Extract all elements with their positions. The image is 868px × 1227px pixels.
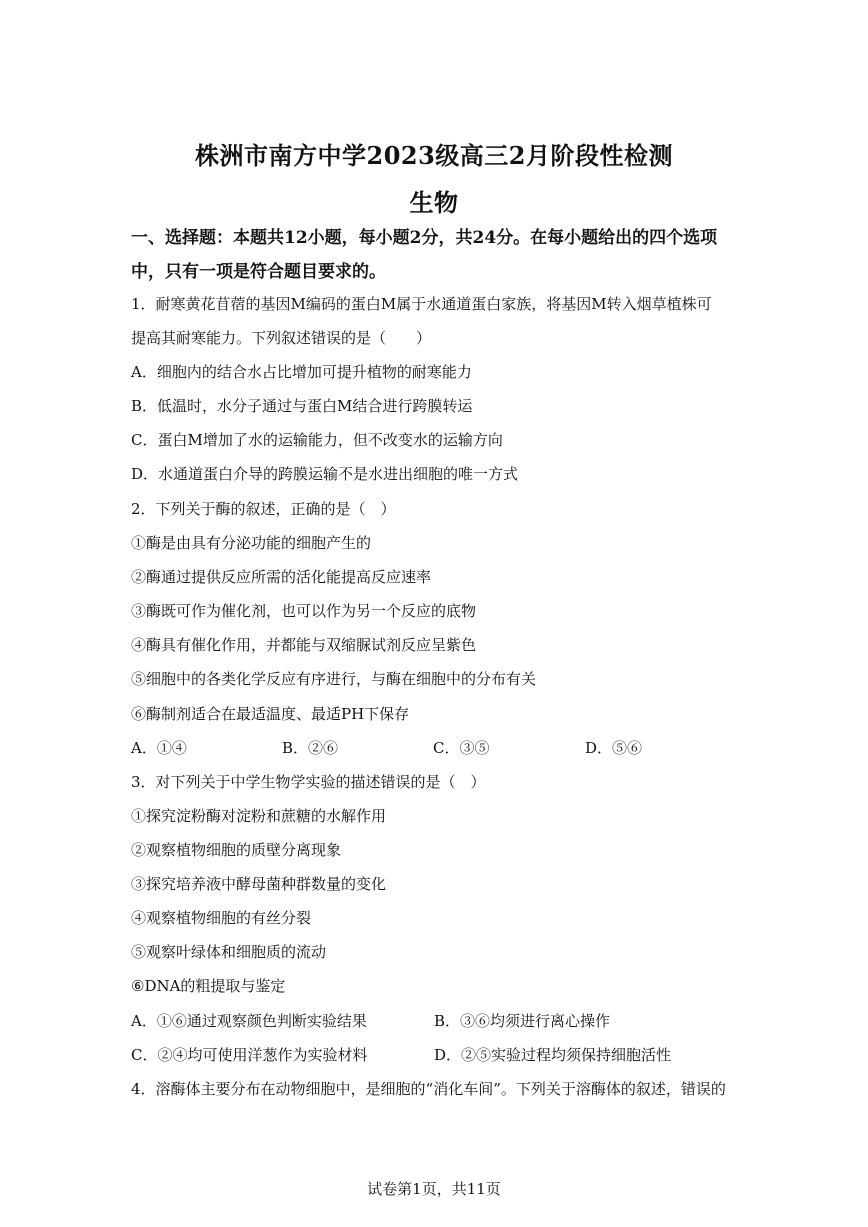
- q3-statement-5: ⑤观察叶绿体和细胞质的流动: [131, 943, 327, 961]
- q2-statement-6: ⑥酶制剂适合在最适温度、最适PH下保存: [131, 705, 410, 723]
- q3-option-a: A．①⑥通过观察颜色判断实验结果: [131, 1012, 367, 1030]
- q1-stem-line1: 1．耐寒黄花苜蓿的基因M编码的蛋白M属于水通道蛋白家族，将基因M转入烟草植株可: [131, 295, 712, 313]
- section-heading: 一、选择题：本题共12小题，每小题2分，共24分。在每小题给出的四个选项中，只有一项是符合题目要求的。: [131, 228, 718, 282]
- q3-option-b: B．③⑥均须进行离心操作: [434, 1012, 611, 1030]
- q3-option-c: C．②④均可使用洋葱作为实验材料: [131, 1046, 368, 1064]
- q3-statement-6: ⑥DNA的粗提取与鉴定: [131, 977, 286, 995]
- q2-statement-3: ③酶既可作为催化剂，也可以作为另一个反应的底物: [131, 602, 477, 620]
- q2-stem: 2．下列关于酶的叙述，正确的是（ ）: [131, 500, 396, 518]
- q2-option-d: D．⑤⑥: [585, 739, 643, 757]
- q2-statement-2: ②酶通过提供反应所需的活化能提高反应速率: [131, 568, 432, 586]
- q2-option-c: C．③⑤: [433, 739, 490, 757]
- q1-option-b: B．低温时，水分子通过与蛋白M结合进行跨膜转运: [131, 397, 473, 415]
- q3-statement-3: ③探究培养液中酵母菌种群数量的变化: [131, 875, 387, 893]
- q1-option-d: D．水通道蛋白介导的跨膜运输不是水进出细胞的唯一方式: [131, 465, 519, 483]
- q3-statement-2: ②观察植物细胞的质壁分离现象: [131, 841, 342, 859]
- q1-option-c: C．蛋白M增加了水的运输能力，但不改变水的运输方向: [131, 431, 503, 449]
- q1-stem-line2: 提高其耐寒能力。下列叙述错误的是（ ）: [131, 329, 432, 347]
- q2-option-a: A．①④: [131, 739, 187, 757]
- q3-statement-4: ④观察植物细胞的有丝分裂: [131, 909, 312, 927]
- q4-stem-line1: 4．溶酶体主要分布在动物细胞中，是细胞的“消化车间”。下列关于溶酶体的叙述，错误的: [131, 1080, 726, 1098]
- q3-stem: 3．对下列关于中学生物学实验的描述错误的是（ ）: [131, 773, 486, 791]
- q3-option-d: D．②⑤实验过程均须保持细胞活性: [434, 1046, 672, 1064]
- q2-statement-5: ⑤细胞中的各类化学反应有序进行，与酶在细胞中的分布有关: [131, 670, 537, 688]
- q1-option-a: A．细胞内的结合水占比增加可提升植物的耐寒能力: [131, 363, 472, 381]
- exam-title: 株洲市南方中学2023级高三2月阶段性检测: [195, 141, 673, 170]
- page-footer: 试卷第1页，共11页: [367, 1180, 501, 1198]
- subject-title: 生物: [409, 188, 459, 217]
- q3-statement-1: ①探究淀粉酶对淀粉和蔗糖的水解作用: [131, 807, 387, 825]
- q2-option-b: B．②⑥: [282, 739, 339, 757]
- q2-statement-1: ①酶是由具有分泌功能的细胞产生的: [131, 534, 372, 552]
- q2-statement-4: ④酶具有催化作用，并都能与双缩脲试剂反应呈紫色: [131, 636, 477, 654]
